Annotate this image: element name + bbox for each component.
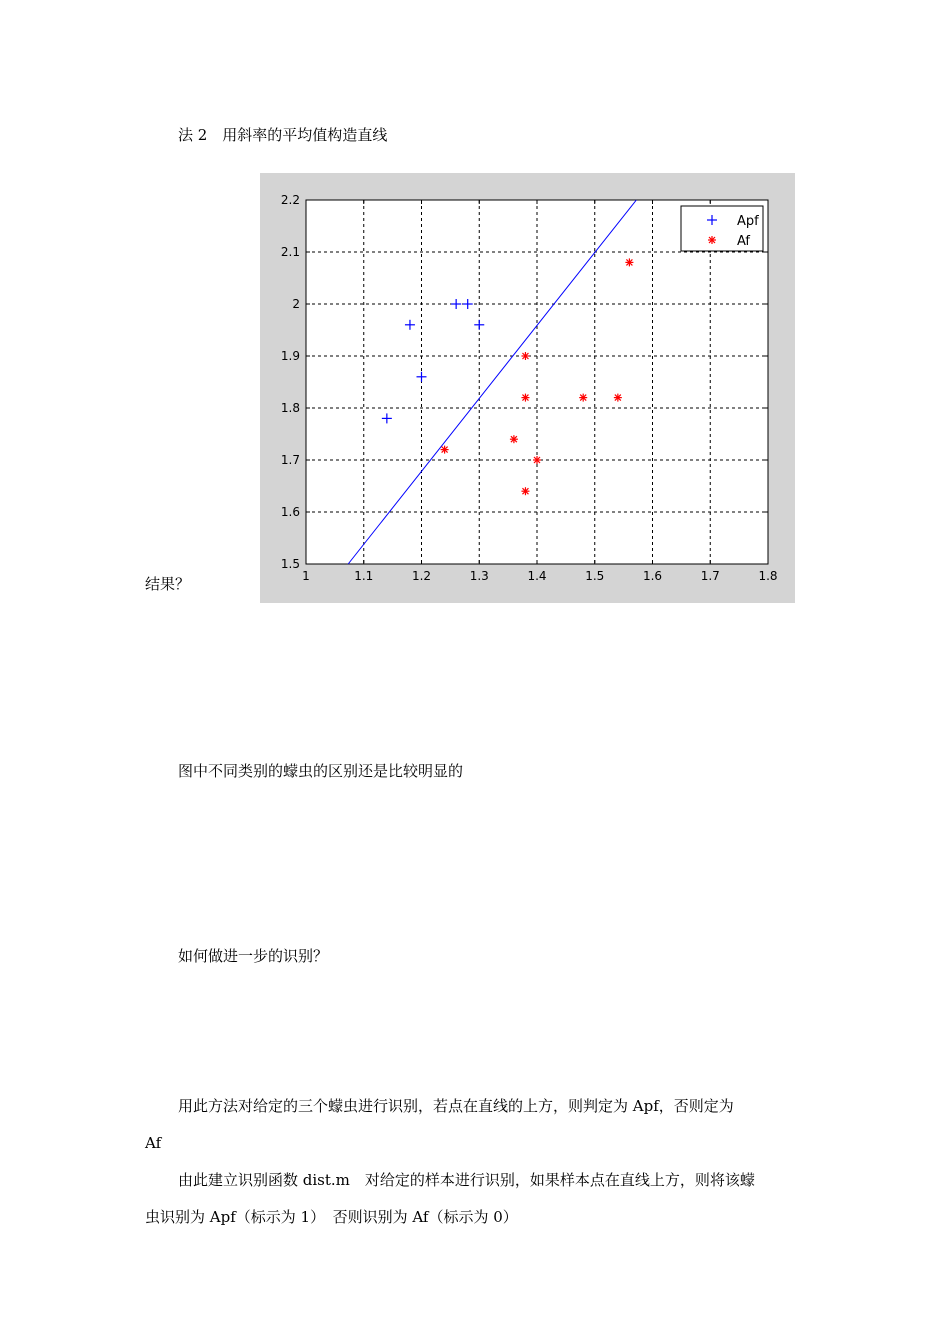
af-point: [510, 435, 518, 443]
y-tick-label: 1.7: [280, 453, 300, 467]
y-tick-label: 2.1: [280, 245, 300, 259]
x-tick-label: 1.1: [354, 569, 374, 583]
af-point: [579, 394, 587, 402]
paragraph-function-line1: 由此建立识别函数 dist.m 对给定的样本进行识别，如果样本点在直线上方，则将该蠓: [178, 1171, 755, 1189]
x-tick-label: 1.3: [469, 569, 489, 583]
paragraph-function-line2: 虫识别为 Apf（标示为 1） 否则识别为 Af（标示为 0）: [145, 1208, 518, 1226]
x-tick-label: 1.8: [758, 569, 778, 583]
af-point: [614, 394, 622, 402]
y-tick-label: 2.2: [280, 193, 300, 207]
method-heading: 法 2 用斜率的平均值构造直线: [178, 126, 388, 144]
af-point: [533, 456, 541, 464]
y-tick-label: 1.5: [280, 557, 300, 571]
paragraph-method-line1: 用此方法对给定的三个蠓虫进行识别，若点在直线的上方，则判定为 Apf，否则定为: [178, 1097, 734, 1115]
paragraph-method-line2: Af: [145, 1134, 162, 1152]
scatter-chart: [260, 173, 795, 603]
legend-marker-af: [708, 236, 716, 244]
paragraph-question: 如何做进一步的识别？: [178, 947, 329, 965]
scatter-figure: [260, 173, 795, 603]
af-point: [521, 487, 529, 495]
x-tick-label: 1.4: [527, 569, 547, 583]
af-point: [441, 446, 449, 454]
x-tick-label: 1: [302, 569, 310, 583]
y-tick-label: 1.6: [280, 505, 300, 519]
x-tick-label: 1.7: [700, 569, 720, 583]
x-tick-label: 1.6: [642, 569, 663, 583]
af-point: [521, 394, 529, 402]
y-tick-label: 1.8: [280, 401, 300, 415]
legend: [681, 206, 763, 251]
result-label: 结果？: [145, 575, 191, 593]
legend-label-apf: Apf: [737, 214, 759, 229]
x-tick-label: 1.2: [411, 569, 432, 583]
af-point: [521, 352, 529, 360]
legend-label-af: Af: [737, 234, 751, 249]
y-tick-label: 2: [292, 297, 300, 311]
x-tick-label: 1.5: [585, 569, 605, 583]
y-tick-label: 1.9: [280, 349, 300, 363]
af-point: [625, 258, 633, 266]
paragraph-difference: 图中不同类别的蠓虫的区别还是比较明显的: [178, 762, 464, 780]
